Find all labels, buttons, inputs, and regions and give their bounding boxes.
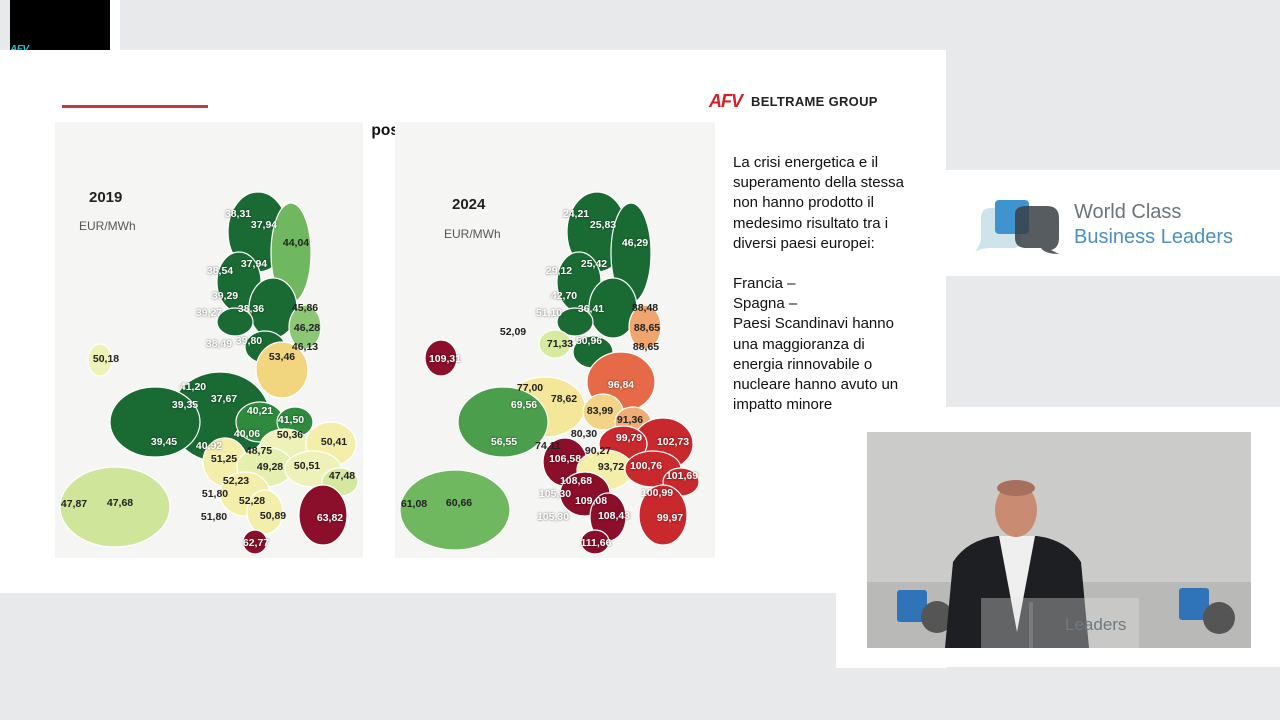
map-2019-value-label: 47,87 [60,498,88,510]
map-2019-value-label: 41,50 [277,414,305,426]
map-2024-value-label: 93,72 [597,461,625,473]
map-2019-value-label: 52,23 [222,475,250,487]
map-2024-value-label: 102,73 [656,436,690,448]
map-2019-value-label: 50,89 [259,510,287,522]
map-2024-value-label: 88,48 [631,302,659,314]
map-2019-value-label: 51,25 [210,453,238,465]
sponsor-line-2: Business Leaders [1074,226,1233,248]
map-2024-value-label: 101,69 [665,470,699,482]
map-2024-value-label: 109,08 [574,495,608,507]
slide-description [733,153,908,415]
map-2019-value-label: 46,13 [291,341,319,353]
map-2024-value-label: 105,30 [538,488,572,500]
map-2024-value-label: 24,21 [562,208,590,220]
description-france: Francia – [733,275,796,293]
map-2024-value-label: 77,00 [516,382,544,394]
map-2019-value-label: 46,28 [293,322,321,334]
map-2024-value-label: 90,27 [584,445,612,457]
map-2024-value-label: 100,76 [629,460,663,472]
description-spain: Spagna – [733,295,798,313]
description-paragraph: La crisi energetica e il superamento della stessa non hanno prodotto il medesimo risultato tra i diversi paesi europei: [733,154,904,252]
map-2024-value-label: 74,11 [535,440,561,452]
map-2019-value-label: 39,35 [171,399,199,411]
speech-bubbles-logo-icon [971,198,1063,254]
map-2024-value-label: 108,43 [597,510,631,522]
speaker-scene [867,432,1251,648]
map-2024-value-label: 88,65 [633,322,661,334]
map-2019-value-label: 38,54 [206,265,234,277]
video-backdrop-text: Leaders [1065,615,1127,634]
map-2019-unit: EUR/MWh [79,219,136,233]
map-2019-value-label: 39,29 [211,290,239,302]
map-2019-value-label: 41,20 [179,381,207,393]
slide-title: post [371,122,405,139]
map-2024-value-label: 100,99 [640,487,674,499]
map-2024-value-label: 52,09 [499,326,527,338]
description-scandinavia: Paesi Scandinavi hanno una maggioranza di energia rinnovabile o nucleare hanno avuto un impatto minore [733,315,899,414]
sponsor-line-1: World Class [1074,201,1182,223]
map-2019-value-label: 38,31 [224,208,252,220]
map-2019-value-label: 51,80 [200,511,228,523]
map-2024-value-label: 80,30 [570,428,598,440]
paragraph-gap [733,254,908,274]
map-2024-value-label: 61,08 [400,498,428,510]
map-2019-value-label: 38,36 [237,303,265,315]
map-2019-value-label: 45,86 [291,302,319,314]
map-2019-value-label: 62,77 [242,537,270,549]
map-2024-country-region [400,470,510,550]
map-2024-value-label: 36,41 [577,303,605,315]
europe-map-2019 [55,122,363,558]
map-2019-value-label: 39,45 [150,436,178,448]
map-2024-value-label: 111,66 [580,537,612,549]
map-2024-value-label: 91,36 [616,414,644,426]
map-2019-value-label: 40,92 [195,440,223,452]
map-2024-value-label: 56,55 [490,436,518,448]
map-2019-year: 2019 [89,189,123,206]
map-2019-value-label: 44,04 [282,237,310,249]
map-2019-value-label: 53,46 [268,351,296,363]
speaker-video-feed[interactable] [867,432,1251,648]
map-2024-value-label: 78,62 [550,393,578,405]
map-2019-value-label: 47,68 [106,497,134,509]
map-2024-value-label: 96,84 [607,379,635,391]
map-2024-year: 2024 [452,196,486,213]
map-2019-value-label: 39,80 [235,335,263,347]
map-2019-value-label: 50,41 [320,436,348,448]
map-2019-value-label: 50,36 [276,429,304,441]
map-2024-value-label: 109,31 [428,353,462,365]
sponsor-title [1074,200,1233,250]
map-2024-value-label: 106,58 [548,453,582,465]
map-2019-value-label: 37,67 [210,393,238,405]
afv-brand-mark: AFV [709,90,742,111]
map-2019-value-label: 52,28 [238,495,266,507]
map-2019-value-label: 40,21 [246,405,274,417]
map-2019-value-label: 49,28 [256,461,284,473]
map-2024-value-label: 108,68 [559,475,593,487]
title-accent-rule [62,105,208,108]
map-2024-value-label: 51,10 [535,307,563,319]
map-2019-value-label: 37,94 [240,258,268,270]
map-2024-value-label: 69,56 [510,399,538,411]
map-2019-value-label: 40,06 [233,428,261,440]
map-2019-value-label: 63,82 [316,512,344,524]
brand-name: BELTRAME GROUP [751,93,878,109]
map-2024-value-label: 42,70 [550,290,578,302]
map-2019-value-label: 38,49 [205,338,233,350]
map-2024-unit: EUR/MWh [444,227,501,241]
map-2019-value-label: 50,18 [92,353,120,365]
map-2024-value-label: 83,99 [586,405,614,417]
map-2024-value-label: 50,96 [575,335,603,347]
europe-map-2024 [395,122,715,558]
map-2019-value-label: 47,48 [328,470,356,482]
beltrame-group-logo [709,91,878,111]
thumbnail-frame [110,0,120,50]
map-2024-value-label: 25,42 [580,258,608,270]
map-2019-value-label: 37,94 [250,219,278,231]
map-2024-value-label: 99,79 [615,432,643,444]
map-2019-value-label: 51,80 [201,488,229,500]
map-2024-value-label: 60,66 [445,497,473,509]
map-2024-value-label: 71,33 [546,338,574,350]
map-2019-value-label: 39,27 [195,307,223,319]
map-2024-value-label: 99,97 [656,512,684,524]
world-class-business-leaders-panel [946,170,1280,276]
map-2024-value-label: 105,30 [536,511,570,523]
map-2019-value-label: 48,75 [245,445,273,457]
map-2024-value-label: 88,65 [632,341,660,353]
map-2024-value-label: 29,12 [545,265,573,277]
map-2024-value-label: 46,29 [621,237,649,249]
map-2019-value-label: 50,51 [293,460,321,472]
map-2024-value-label: 25,83 [589,219,617,231]
